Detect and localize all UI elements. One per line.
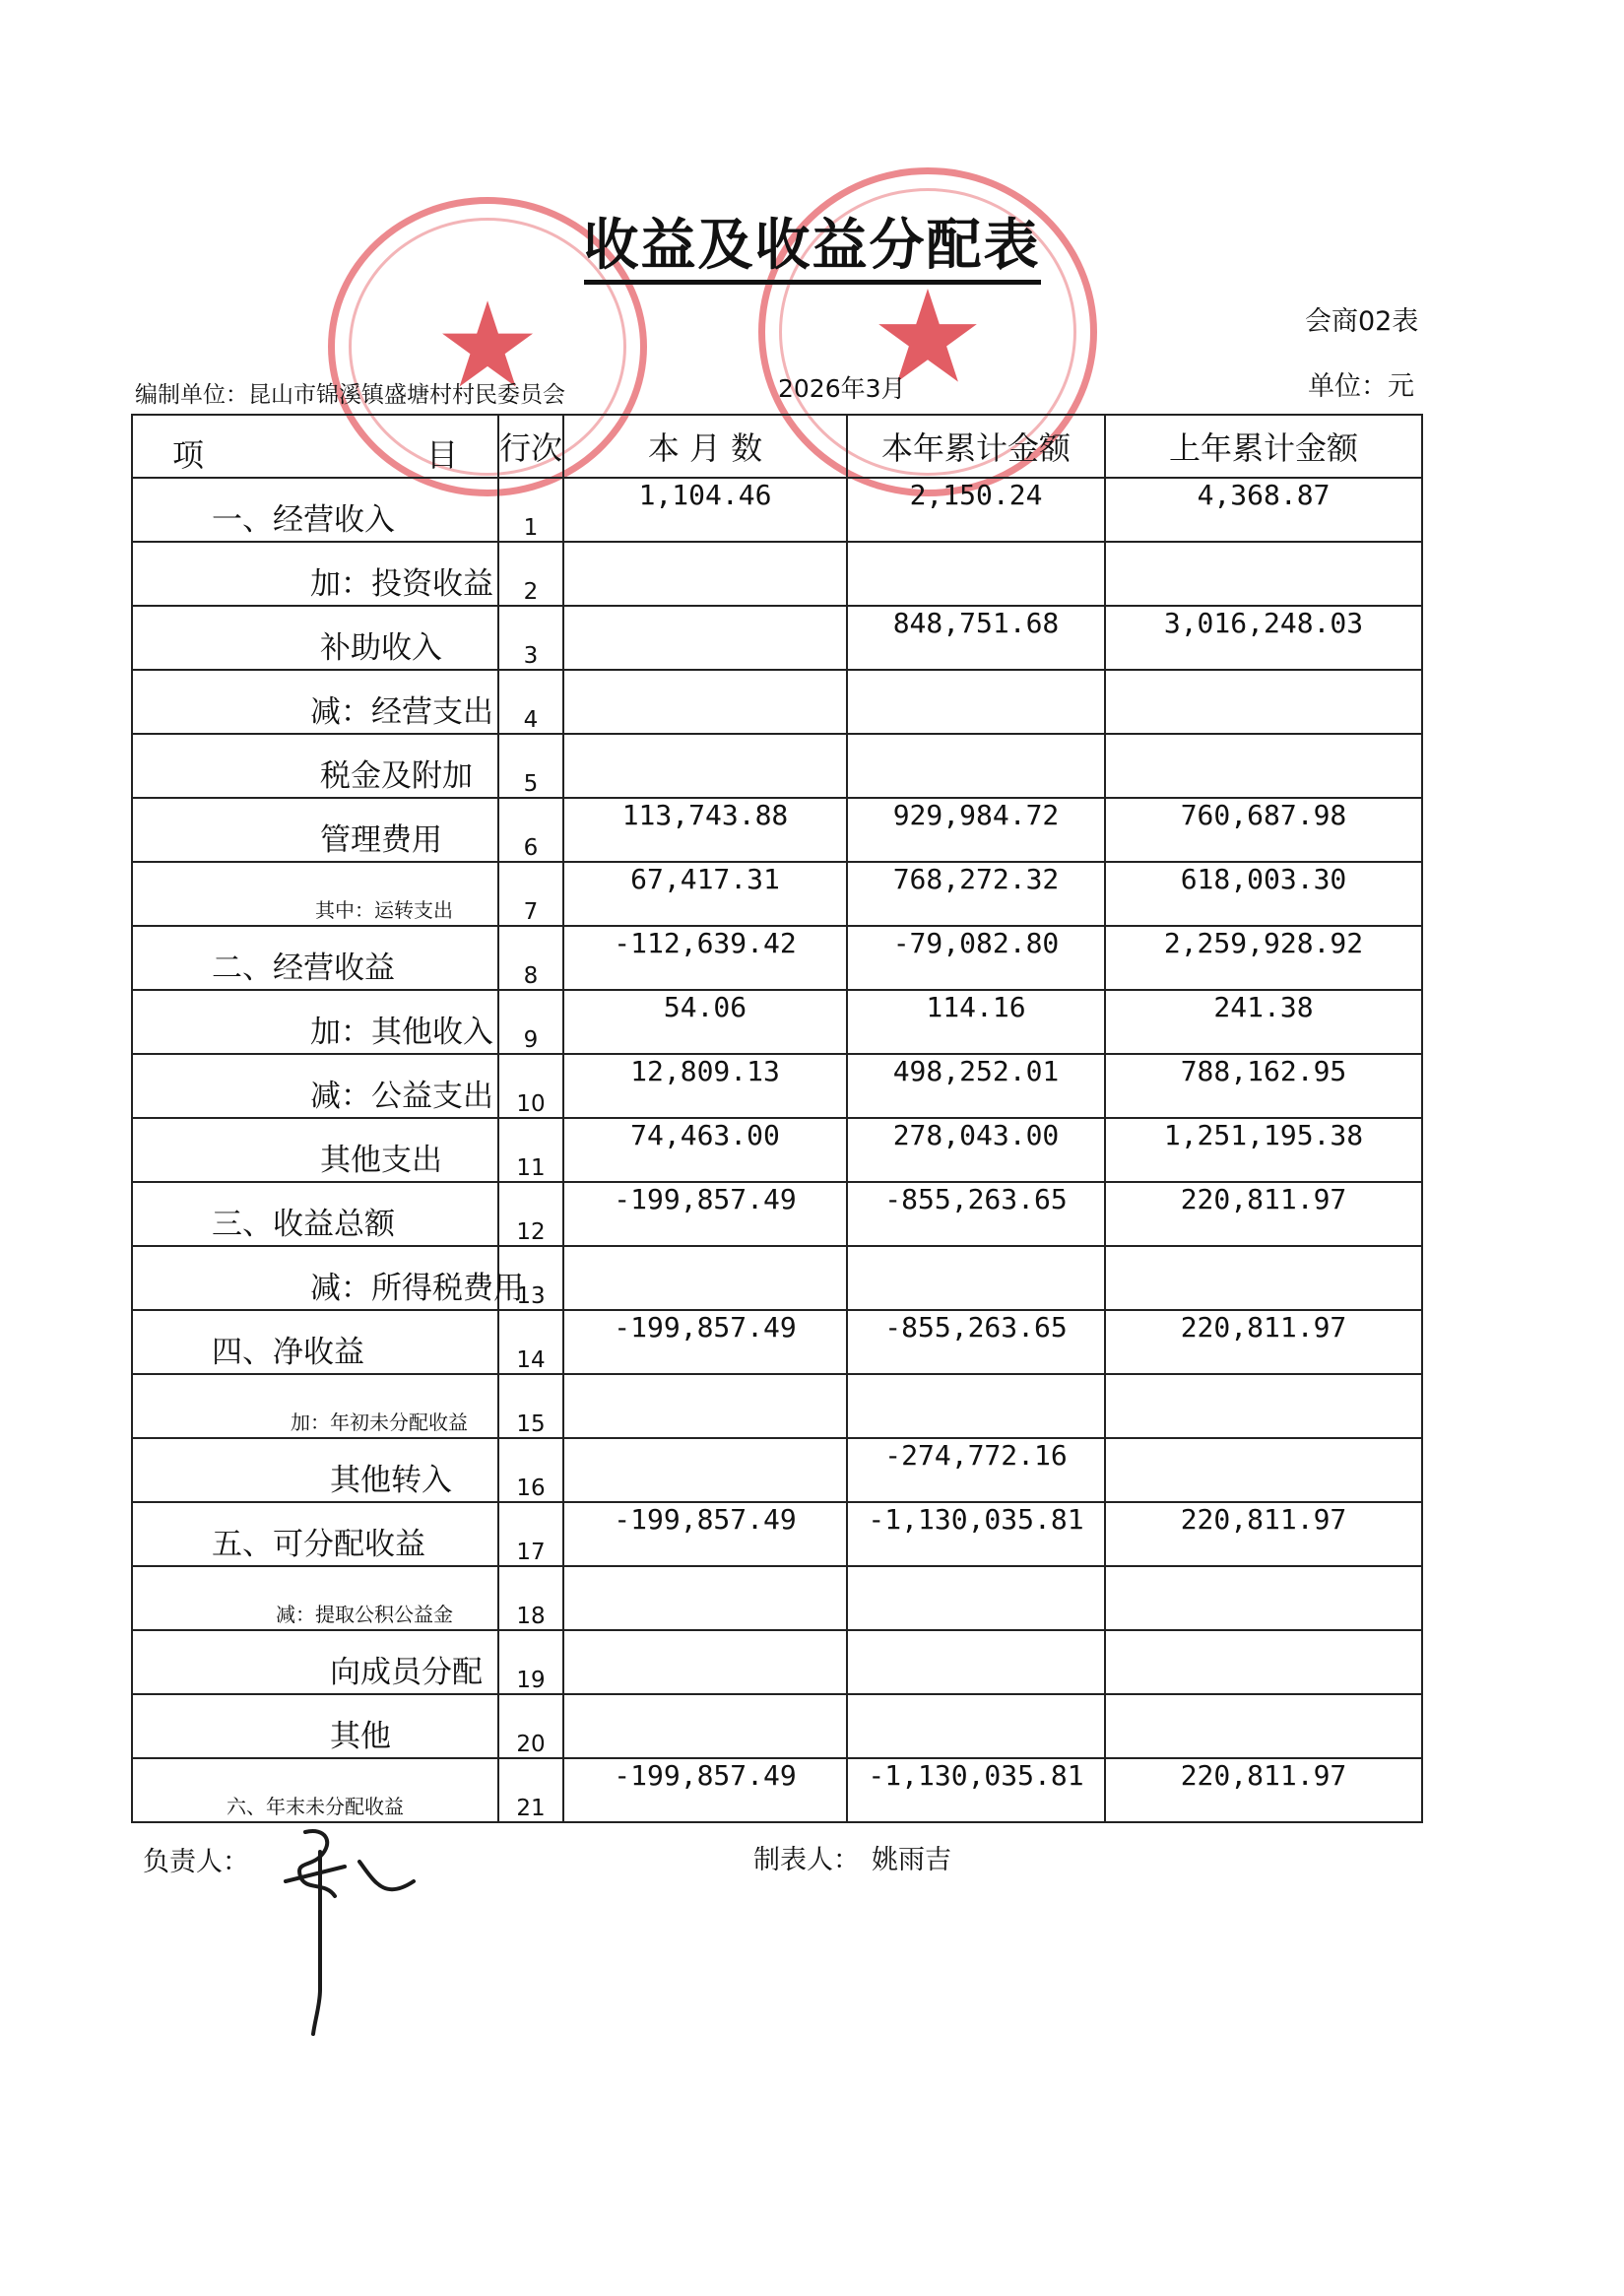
table-row xyxy=(132,1438,1422,1502)
cell-this-month: 113,743.88 xyxy=(563,798,847,862)
table-row xyxy=(132,1374,1422,1438)
row-item-label: 三、收益总额 xyxy=(132,1182,498,1246)
cell-previous-year: 3,016,248.03 xyxy=(1105,606,1422,670)
table-row xyxy=(132,1054,1422,1118)
cell-year-to-date: -79,082.80 xyxy=(847,926,1105,990)
org-label: 编制单位：昆山市锦溪镇盛塘村村民委员会 xyxy=(135,382,565,408)
cell-year-to-date xyxy=(847,1374,1105,1438)
cell-previous-year xyxy=(1105,1374,1422,1438)
cell-year-to-date: -1,130,035.81 xyxy=(847,1758,1105,1822)
cell-previous-year xyxy=(1105,670,1422,734)
row-item-label: 减：经营支出 xyxy=(132,670,498,734)
table-row xyxy=(132,990,1422,1054)
cell-this-month xyxy=(563,670,847,734)
row-item-label: 税金及附加 xyxy=(132,734,498,798)
unit-label: 单位：元 xyxy=(1308,371,1414,402)
row-number: 4 xyxy=(498,670,563,734)
cell-this-month xyxy=(563,1630,847,1694)
cell-this-month xyxy=(563,1566,847,1630)
header-item: 项 目 xyxy=(132,415,498,478)
table-row xyxy=(132,670,1422,734)
header-year-to-date: 本年累计金额 xyxy=(847,415,1105,478)
cell-previous-year xyxy=(1105,734,1422,798)
row-number: 13 xyxy=(498,1246,563,1310)
row-item-label: 其他 xyxy=(132,1694,498,1758)
table-row xyxy=(132,1118,1422,1182)
cell-previous-year xyxy=(1105,1694,1422,1758)
row-number: 19 xyxy=(498,1630,563,1694)
row-item-label: 二、经营收益 xyxy=(132,926,498,990)
row-number: 10 xyxy=(498,1054,563,1118)
row-item-label: 其他支出 xyxy=(132,1118,498,1182)
table-row xyxy=(132,1566,1422,1630)
row-number: 8 xyxy=(498,926,563,990)
cell-year-to-date: 2,150.24 xyxy=(847,478,1105,542)
header-this-month: 本 月 数 xyxy=(563,415,847,478)
row-number: 12 xyxy=(498,1182,563,1246)
row-item-label: 其中：运转支出 xyxy=(132,862,498,926)
cell-this-month xyxy=(563,1374,847,1438)
cell-this-month: -199,857.49 xyxy=(563,1502,847,1566)
cell-previous-year: 220,811.97 xyxy=(1105,1182,1422,1246)
cell-this-month: 12,809.13 xyxy=(563,1054,847,1118)
cell-this-month: -199,857.49 xyxy=(563,1758,847,1822)
table-header-row xyxy=(132,415,1422,478)
responsible-label: 负责人： xyxy=(143,1847,249,1877)
row-number: 21 xyxy=(498,1758,563,1822)
cell-this-month xyxy=(563,734,847,798)
cell-this-month: -112,639.42 xyxy=(563,926,847,990)
cell-previous-year: 220,811.97 xyxy=(1105,1310,1422,1374)
seal-star-icon: ★ xyxy=(870,262,986,412)
row-item-label: 管理费用 xyxy=(132,798,498,862)
cell-year-to-date: 848,751.68 xyxy=(847,606,1105,670)
cell-this-month xyxy=(563,606,847,670)
cell-year-to-date: 114.16 xyxy=(847,990,1105,1054)
row-number: 1 xyxy=(498,478,563,542)
cell-this-month: 67,417.31 xyxy=(563,862,847,926)
row-number: 11 xyxy=(498,1118,563,1182)
row-number: 3 xyxy=(498,606,563,670)
report-period: 2026年3月 xyxy=(778,374,906,403)
table-row xyxy=(132,1182,1422,1246)
header-row-number: 行次 xyxy=(498,415,563,478)
cell-this-month xyxy=(563,1694,847,1758)
cell-previous-year: 760,687.98 xyxy=(1105,798,1422,862)
row-item-label: 减：提取公积公益金 xyxy=(132,1566,498,1630)
table-row xyxy=(132,1630,1422,1694)
row-number: 2 xyxy=(498,542,563,606)
table-row xyxy=(132,1694,1422,1758)
table-row xyxy=(132,1310,1422,1374)
table-row xyxy=(132,606,1422,670)
cell-year-to-date xyxy=(847,1694,1105,1758)
table-row xyxy=(132,1758,1422,1822)
row-number: 16 xyxy=(498,1438,563,1502)
form-code: 会商02表 xyxy=(1305,306,1419,337)
cell-year-to-date: 278,043.00 xyxy=(847,1118,1105,1182)
cell-this-month: 74,463.00 xyxy=(563,1118,847,1182)
cell-year-to-date xyxy=(847,1246,1105,1310)
row-number: 18 xyxy=(498,1566,563,1630)
cell-previous-year: 4,368.87 xyxy=(1105,478,1422,542)
cell-year-to-date xyxy=(847,542,1105,606)
cell-previous-year: 2,259,928.92 xyxy=(1105,926,1422,990)
cell-previous-year xyxy=(1105,1246,1422,1310)
cell-previous-year: 618,003.30 xyxy=(1105,862,1422,926)
row-item-label: 减：公益支出 xyxy=(132,1054,498,1118)
handwritten-signature xyxy=(266,1822,463,2049)
row-number: 14 xyxy=(498,1310,563,1374)
table-row xyxy=(132,1246,1422,1310)
row-item-label: 五、可分配收益 xyxy=(132,1502,498,1566)
cell-this-month: 54.06 xyxy=(563,990,847,1054)
cell-previous-year: 220,811.97 xyxy=(1105,1502,1422,1566)
row-number: 9 xyxy=(498,990,563,1054)
header-previous-year: 上年累计金额 xyxy=(1105,415,1422,478)
cell-this-month: -199,857.49 xyxy=(563,1310,847,1374)
cell-this-month: -199,857.49 xyxy=(563,1182,847,1246)
cell-this-month: 1,104.46 xyxy=(563,478,847,542)
cell-this-month xyxy=(563,1246,847,1310)
cell-year-to-date: 498,252.01 xyxy=(847,1054,1105,1118)
cell-previous-year: 241.38 xyxy=(1105,990,1422,1054)
maker-name: 姚雨吉 xyxy=(872,1845,951,1875)
row-number: 17 xyxy=(498,1502,563,1566)
cell-this-month xyxy=(563,1438,847,1502)
cell-previous-year xyxy=(1105,1566,1422,1630)
cell-previous-year xyxy=(1105,542,1422,606)
table-row xyxy=(132,734,1422,798)
row-item-label: 六、年末未分配收益 xyxy=(132,1758,498,1822)
table-body xyxy=(132,478,1422,1822)
cell-year-to-date xyxy=(847,1566,1105,1630)
cell-year-to-date: -1,130,035.81 xyxy=(847,1502,1105,1566)
row-item-label: 其他转入 xyxy=(132,1438,498,1502)
cell-previous-year: 788,162.95 xyxy=(1105,1054,1422,1118)
row-item-label: 补助收入 xyxy=(132,606,498,670)
cell-year-to-date xyxy=(847,670,1105,734)
cell-this-month xyxy=(563,542,847,606)
cell-year-to-date: 768,272.32 xyxy=(847,862,1105,926)
row-number: 6 xyxy=(498,798,563,862)
income-distribution-table xyxy=(131,414,1423,1823)
cell-year-to-date: -274,772.16 xyxy=(847,1438,1105,1502)
row-number: 20 xyxy=(498,1694,563,1758)
row-item-label: 一、经营收入 xyxy=(132,478,498,542)
cell-year-to-date xyxy=(847,1630,1105,1694)
cell-year-to-date: 929,984.72 xyxy=(847,798,1105,862)
cell-previous-year xyxy=(1105,1630,1422,1694)
row-number: 5 xyxy=(498,734,563,798)
row-number: 7 xyxy=(498,862,563,926)
table-row xyxy=(132,862,1422,926)
table-row xyxy=(132,798,1422,862)
cell-year-to-date: -855,263.65 xyxy=(847,1182,1105,1246)
row-item-label: 减：所得税费用 xyxy=(132,1246,498,1310)
row-item-label: 四、净收益 xyxy=(132,1310,498,1374)
table-row xyxy=(132,478,1422,542)
cell-previous-year: 1,251,195.38 xyxy=(1105,1118,1422,1182)
row-item-label: 加：投资收益 xyxy=(132,542,498,606)
row-number: 15 xyxy=(498,1374,563,1438)
row-item-label: 向成员分配 xyxy=(132,1630,498,1694)
row-item-label: 加：其他收入 xyxy=(132,990,498,1054)
cell-previous-year xyxy=(1105,1438,1422,1502)
seal-star-icon: ★ xyxy=(434,278,541,415)
cell-previous-year: 220,811.97 xyxy=(1105,1758,1422,1822)
maker-label: 制表人： xyxy=(753,1845,860,1875)
row-item-label: 加：年初未分配收益 xyxy=(132,1374,498,1438)
cell-year-to-date xyxy=(847,734,1105,798)
cell-year-to-date: -855,263.65 xyxy=(847,1310,1105,1374)
table-row xyxy=(132,926,1422,990)
document-title: 收益及收益分配表 xyxy=(0,202,1624,281)
table-row xyxy=(132,542,1422,606)
table-row xyxy=(132,1502,1422,1566)
